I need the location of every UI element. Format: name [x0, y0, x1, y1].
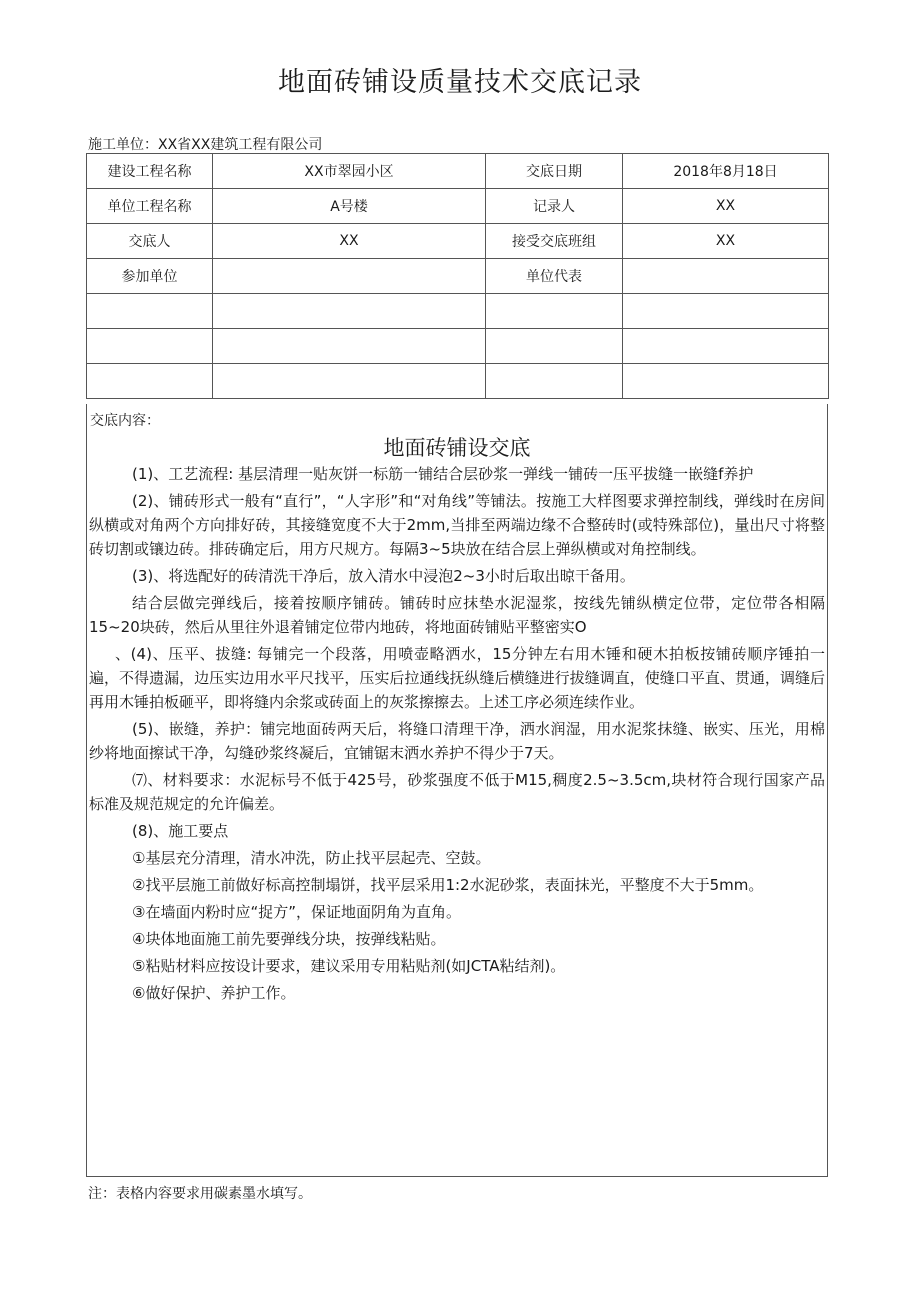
briefer-value: XX: [213, 224, 486, 259]
paragraph: ⑺、材料要求：水泥标号不低于425号，砂浆强度不低于M15,稠度2.5~3.5cm,块材符合现行国家产品标准及规范规定的允许偏差。: [89, 771, 825, 813]
empty-cell: [623, 329, 829, 364]
representative-label: 单位代表: [486, 259, 623, 294]
empty-cell: [623, 364, 829, 399]
content-subtitle: 地面砖铺设交底: [383, 436, 531, 460]
paragraph: 、(4)、压平、拔缝: 每铺完一个段落，用喷壶略洒水，15分钟左右用木锤和硬木拍板按铺砖顺序锤拍一遍，不得遗漏，边压实边用水平尺找平，压实后拉通线抚纵缝后横缝进行拔缝调直，使缝口平直、贯通，调缝后再用木锤拍板砸平，即将缝内余浆或砖面上的灰浆擦擦去。上述工序必须连续作业。: [89, 645, 825, 711]
date-label: 交底日期: [486, 154, 623, 189]
briefer-label: 交底人: [87, 224, 213, 259]
paragraph: ⑤粘贴材料应按设计要求，建议采用专用粘贴剂(如JCTA粘结剂)。: [132, 957, 566, 975]
paragraph: (3)、将选配好的砖清洗干净后，放入清水中浸泡2~3小时后取出晾干备用。: [132, 567, 635, 585]
paragraph: ③在墙面内粉时应“捉方”，保证地面阴角为直角。: [132, 903, 461, 921]
document-title: 地面砖铺设质量技术交底记录: [278, 67, 642, 98]
table-row: [87, 224, 829, 259]
table-row: [87, 154, 829, 189]
unit-project-value: A号楼: [213, 189, 486, 224]
paragraph: ①基层充分清理，清水冲洗，防止找平层起壳、空鼓。: [132, 849, 491, 867]
participants-value: [213, 259, 486, 294]
paragraph: (8)、施工要点: [132, 822, 229, 840]
team-value: XX: [623, 224, 829, 259]
table-row: [87, 259, 829, 294]
paragraph: (1)、工艺流程: 基层清理一贴灰饼一标筋一铺结合层砂浆一弹线一铺砖一压平拔缝一嵌缝f养护: [132, 465, 754, 483]
table-row: [87, 294, 829, 329]
company-line: 施工单位：XX省XX建筑工程有限公司: [88, 137, 323, 153]
paragraph: (2)、铺砖形式一般有“直行”，“人字形”和“对角线”等铺法。按施工大样图要求弹控制线，弹线时在房间纵横或对角两个方向排好砖，其接缝宽度不大于2mm,当排至两端边缘不合整砖时(或特殊部位)，量出尺寸将整砖切割或镶边砖。排砖确定后，用方尺规方。每隔3~5块放在结合层上弹纵横或对角控制线。: [89, 492, 825, 558]
empty-cell: [87, 294, 213, 329]
table-row: [87, 329, 829, 364]
recorder-value: XX: [623, 189, 829, 224]
recorder-label: 记录人: [486, 189, 623, 224]
empty-cell: [486, 329, 623, 364]
empty-cell: [486, 364, 623, 399]
empty-cell: [213, 294, 486, 329]
table-row: [87, 364, 829, 399]
participants-label: 参加单位: [87, 259, 213, 294]
paragraph: ⑥做好保护、养护工作。: [132, 984, 296, 1002]
paragraph: ②找平层施工前做好标高控制塌饼，找平层采用1:2水泥砂浆，表面抹光，平整度不大于5mm。: [132, 876, 764, 894]
empty-cell: [87, 364, 213, 399]
empty-cell: [213, 364, 486, 399]
content-body: [89, 462, 825, 1008]
unit-project-label: 单位工程名称: [87, 189, 213, 224]
paragraph: (5)、嵌缝，养护：铺完地面砖两天后，将缝口清理干净，洒水润湿，用水泥浆抹缝、嵌实、压光，用棉纱将地面擦试干净，勾缝砂浆终凝后，宜铺锯末洒水养护不得少于7天。: [89, 720, 825, 762]
date-value: 2018年8月18日: [623, 154, 829, 189]
paragraph: ④块体地面施工前先要弹线分块，按弹线粘贴。: [132, 930, 446, 948]
content-box: [86, 404, 828, 1177]
paragraph: 结合层做完弹线后，接着按顺序铺砖。铺砖时应抹垫水泥湿浆，按线先铺纵横定位带，定位带各相隔15~20块砖，然后从里往外退着铺定位带内地砖，将地面砖铺贴平整密实O: [89, 594, 825, 636]
project-name-label: 建设工程名称: [87, 154, 213, 189]
empty-cell: [623, 294, 829, 329]
team-label: 接受交底班组: [486, 224, 623, 259]
empty-cell: [87, 329, 213, 364]
empty-cell: [213, 329, 486, 364]
footer-note: 注：表格内容要求用碳素墨水填写。: [88, 1186, 312, 1202]
info-table: [86, 153, 829, 399]
empty-cell: [486, 294, 623, 329]
content-label: 交底内容：: [90, 413, 160, 429]
table-row: [87, 189, 829, 224]
project-name-value: XX市翠园小区: [213, 154, 486, 189]
representative-value: [623, 259, 829, 294]
